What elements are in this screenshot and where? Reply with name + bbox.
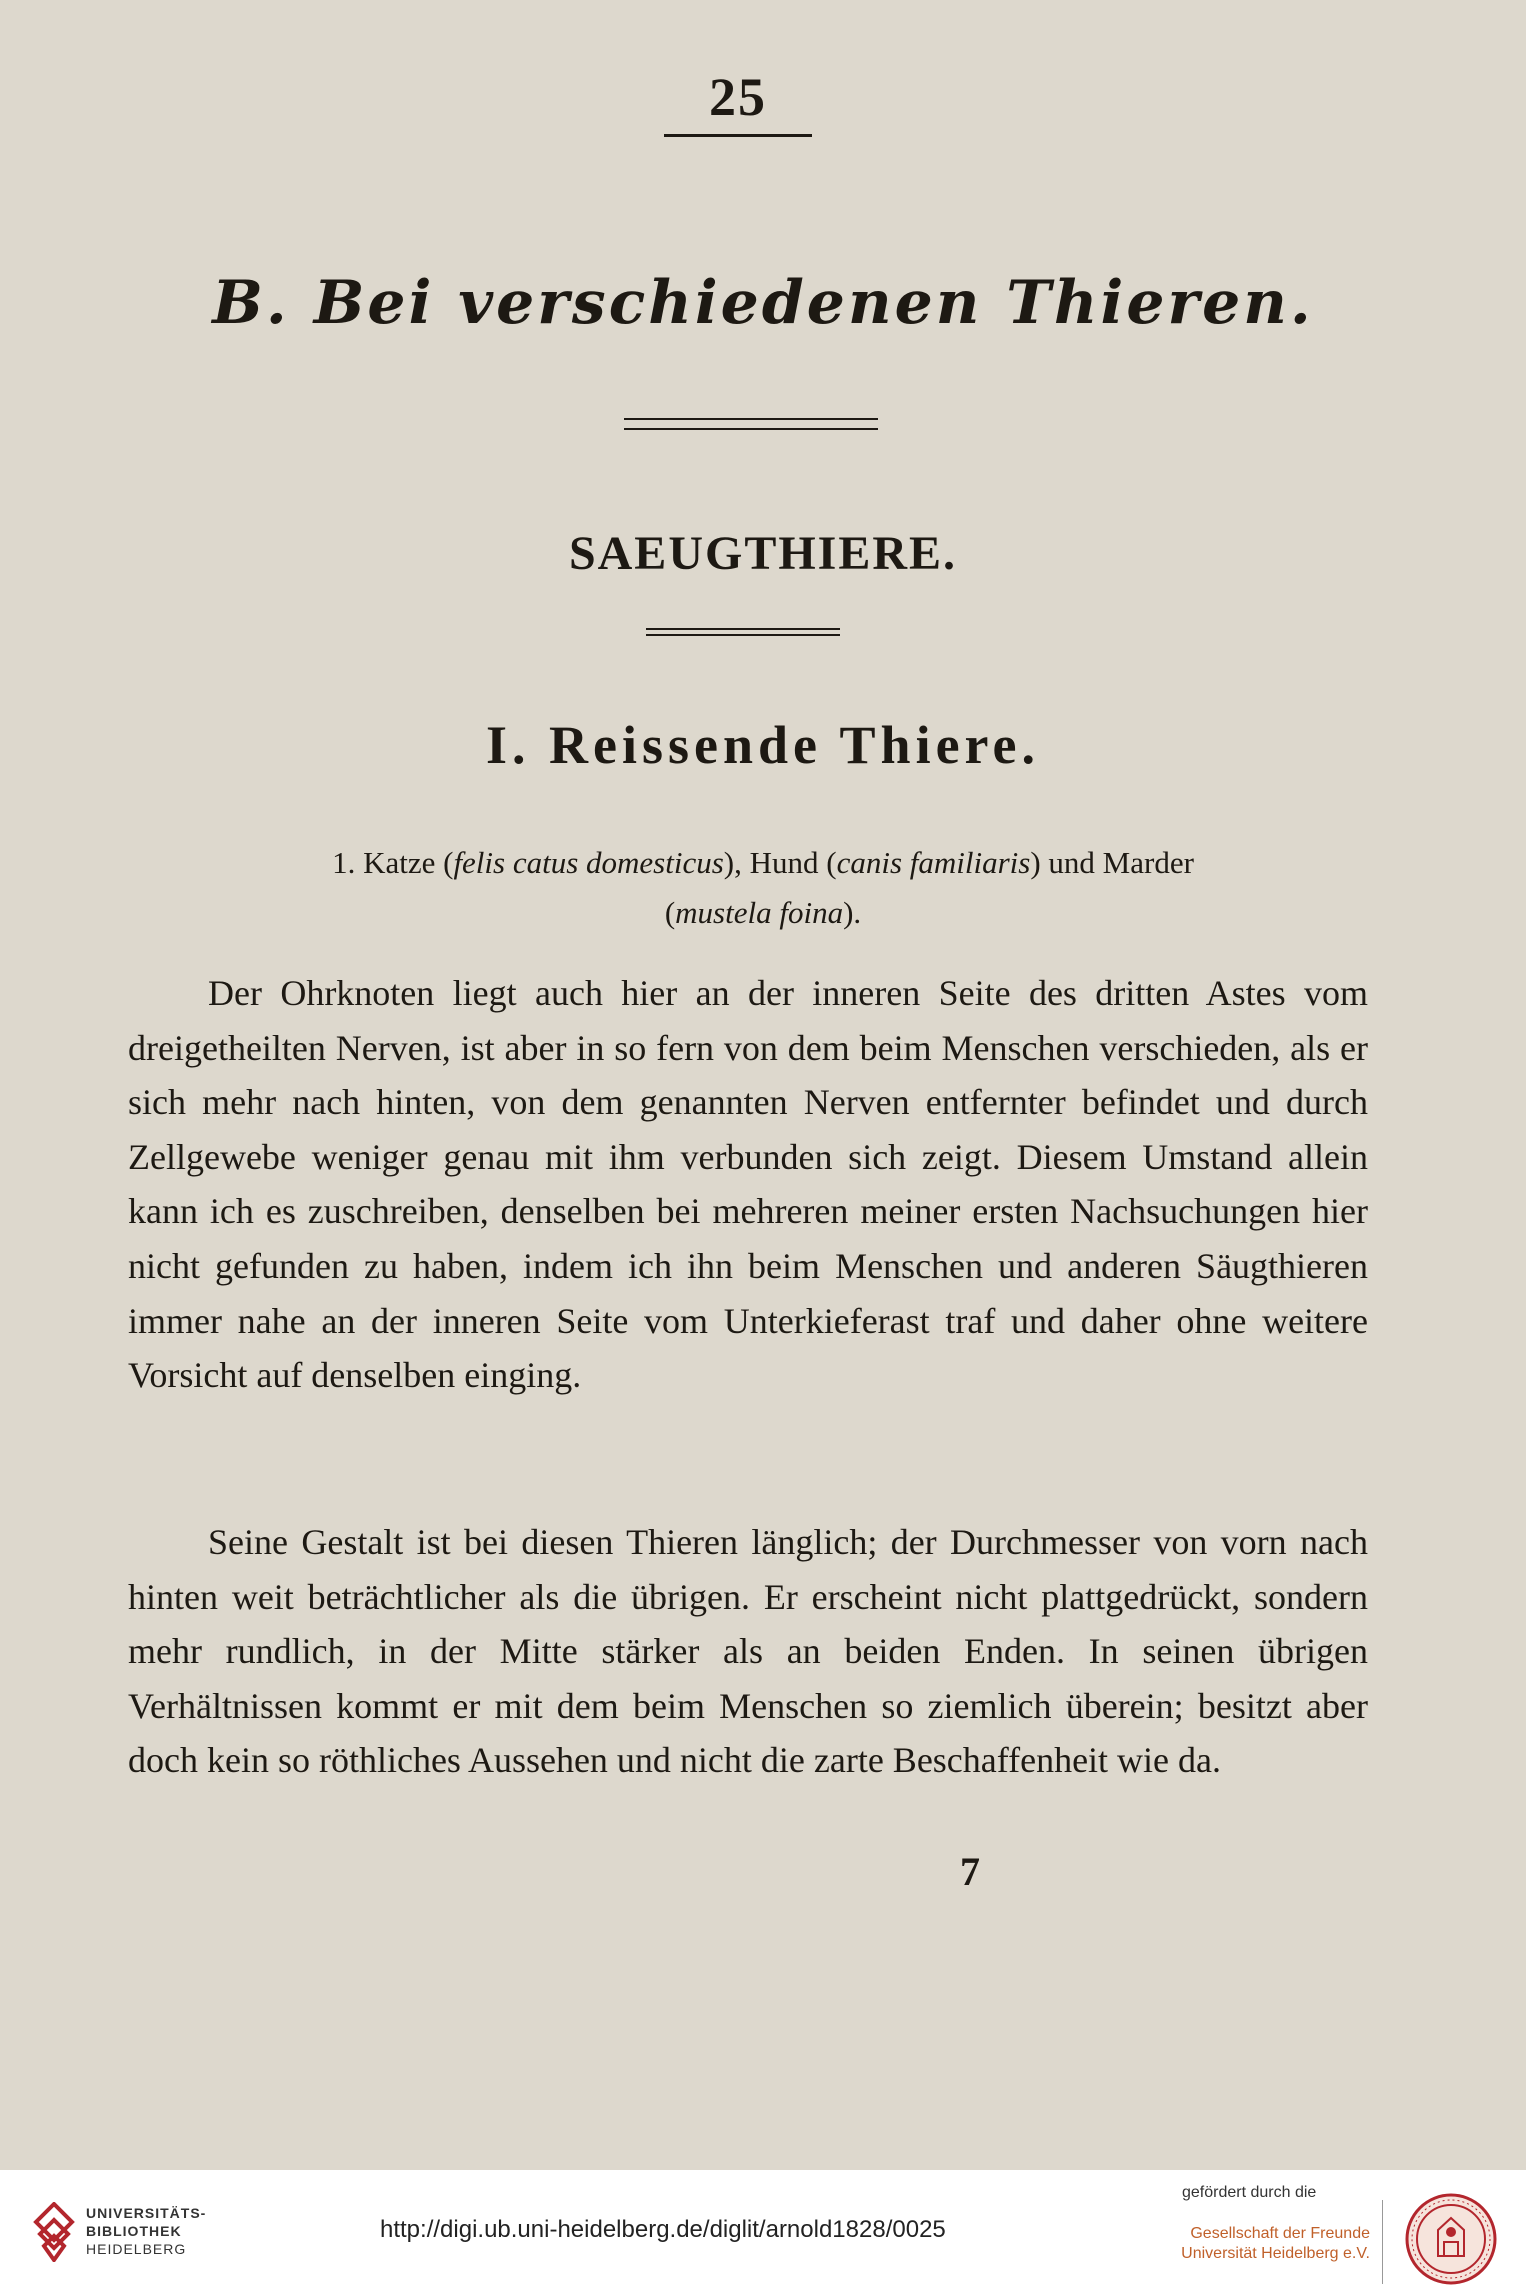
university-seal-icon (1404, 2192, 1498, 2286)
order-heading: I. Reissende Thiere. (485, 715, 1041, 775)
latin-name-dog: canis familiaris (836, 845, 1031, 880)
permalink-url[interactable]: http://digi.ub.uni-heidelberg.de/diglit/arnold1828/0025 (380, 2216, 946, 2243)
library-name-line: UNIVERSITÄTS- (86, 2205, 207, 2221)
sponsor-name-line: Gesellschaft der Freunde (1190, 2225, 1370, 2242)
species-open-3: ( (664, 895, 676, 930)
university-library-logo-icon (30, 2202, 78, 2262)
footer-divider (1382, 2200, 1383, 2284)
library-name-line: HEIDELBERG (86, 2241, 187, 2257)
signature-mark: 7 (960, 1849, 980, 1894)
page-number: 25 (709, 67, 767, 127)
page-number-rule (664, 134, 812, 137)
body-paragraph: Der Ohrknoten liegt auch hier an der inneren Seite des dritten Astes vom dreigetheilten Nerven, ist aber in so fern von dem beim Menschen verschieden, als er sich mehr nach hinten, von dem genannten Nerven entfernter befindet und durch Zellgewebe weniger genau mit ihm verbunden sich zeigt. Diesem Umstand allein kann ich es zuschreiben, denselben bei mehreren meiner ersten Nachsuchungen hier nicht gefunden zu haben, indem ich ihn beim Menschen und anderen Säugthieren immer nahe an der inneren Seite vom Unterkieferast traf und daher ohne weitere Vorsicht auf denselben einging. (128, 973, 1368, 1396)
library-name (86, 2204, 206, 2258)
ornamental-rule (624, 418, 878, 430)
sponsor-name-line: Universität Heidelberg e.V. (1181, 2245, 1370, 2262)
species-mid-1: ), Hund ( (723, 845, 837, 880)
class-heading: SAEUGTHIERE. (568, 527, 958, 580)
short-rule (646, 628, 840, 636)
sponsor-name (1180, 2224, 1370, 2264)
digitization-footer (0, 2170, 1526, 2292)
species-prefix: 1. Katze ( (332, 845, 454, 880)
species-close-3: ). (843, 895, 862, 930)
body-paragraph: Seine Gestalt ist bei diesen Thieren länglich; der Durchmesser von vorn nach hinten weit beträchtlicher als die übrigen. Er erscheint nicht plattgedrückt, sondern mehr rundlich, in der Mitte stärker als an beiden Enden. In seinen übrigen Verhältnissen kommt er mit dem beim Menschen so ziemlich überein; besitzt aber doch kein so röthliches Aussehen und nicht die zarte Beschaffenheit wie da. (128, 1522, 1368, 1781)
sponsor-label: gefördert durch die (1182, 2184, 1317, 2201)
latin-name-marten: mustela foina (675, 895, 844, 930)
species-mid-2: ) und Marder (1030, 845, 1194, 880)
latin-name-cat: felis catus domesticus (453, 845, 724, 880)
species-line (130, 838, 1396, 938)
section-heading: B. Bei verschiedenen Thieren. (212, 268, 1314, 338)
library-name-line: BIBLIOTHEK (86, 2223, 182, 2239)
